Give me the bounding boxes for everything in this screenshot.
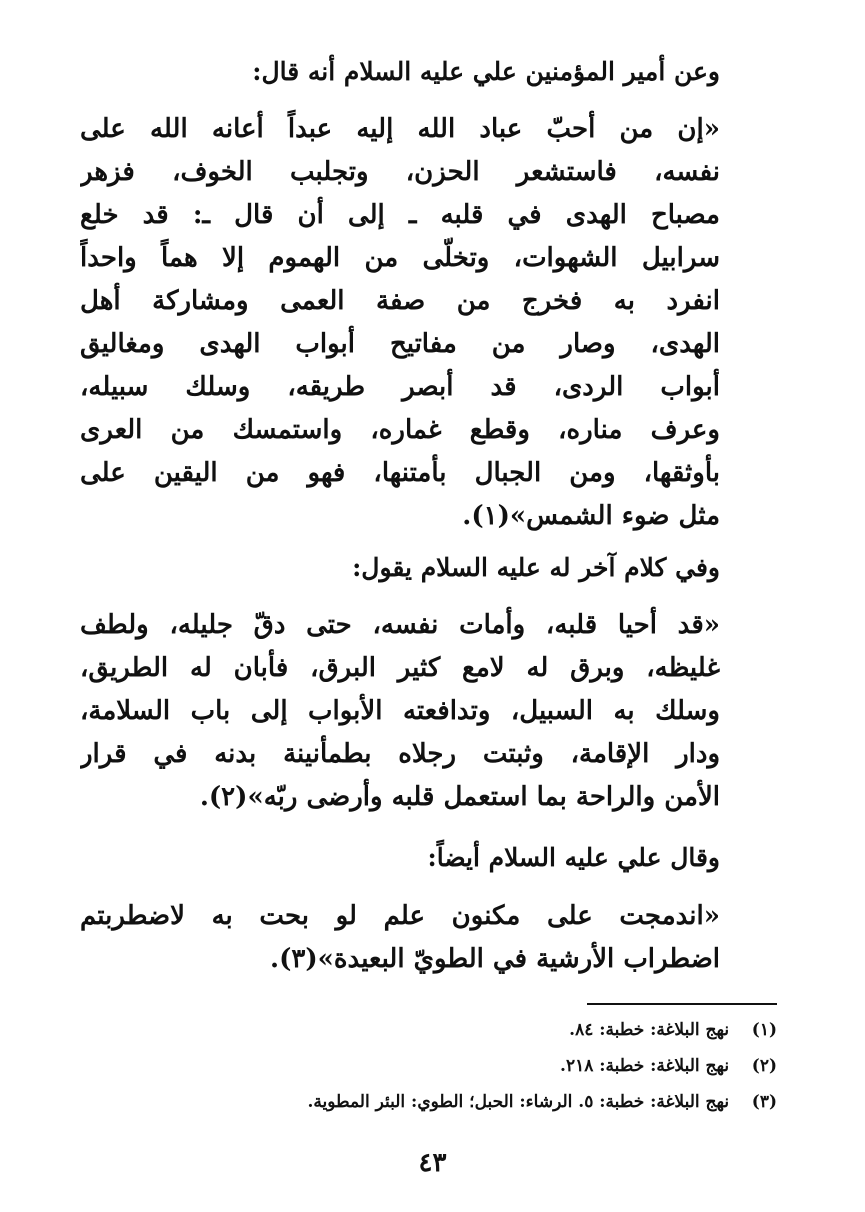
page-number: ٤٣ <box>418 1148 447 1178</box>
footnote-text: نهج البلاغة: خطبة: ٨٤. <box>569 1020 730 1040</box>
footnote-text: نهج البلاغة: خطبة: ٥. الرشاء: الحبل؛ الطوي: البئر المطوية. <box>307 1092 730 1112</box>
intro-line-3: وقال علي عليه السلام أيضاً: <box>427 843 720 872</box>
footnote-item <box>77 1012 777 1048</box>
footnote-number: (١) <box>751 1020 777 1040</box>
quote-line: «اندمجت على مكنون علم لو بحت به لاضطربتم <box>80 901 720 931</box>
quote-line: بأوثقها، ومن الجبال بأمتنها، فهو من اليقين على <box>80 458 720 488</box>
intro-line-1: وعن أمير المؤمنين علي عليه السلام أنه قال: <box>252 57 720 86</box>
footnote-item <box>77 1084 777 1120</box>
quote-line: «قد أحيا قلبه، وأمات نفسه، حتى دقّ جليله، ولطف <box>80 610 720 640</box>
quote-line: وعرف مناره، وقطع غماره، واستمسك من العرى <box>80 415 720 445</box>
intro-line-2: وفي كلام آخر له عليه السلام يقول: <box>352 553 720 582</box>
quote-block-3 <box>80 895 720 981</box>
quote-line: الهدى، وصار من مفاتيح أبواب الهدى ومغاليق <box>80 329 720 359</box>
quote-line: ودار الإقامة، وثبتت رجلاه بطمأنينة بدنه في قرار <box>80 739 720 769</box>
quote-line: انفرد به فخرج من صفة العمى ومشاركة أهل <box>80 286 720 316</box>
footnote-number: (٢) <box>751 1056 777 1076</box>
footnote-number: (٣) <box>751 1092 777 1112</box>
quote-line: اضطراب الأرشية في الطويّ البعيدة»(٣). <box>270 944 720 974</box>
footnote-separator <box>587 1003 777 1005</box>
footnote-item <box>77 1048 777 1084</box>
quote-line: وسلك به السبيل، وتدافعته الأبواب إلى باب السلامة، <box>80 696 720 726</box>
quote-line: نفسه، فاستشعر الحزن، وتجلبب الخوف، فزهر <box>80 157 720 187</box>
quote-line: غليظه، وبرق له لامع كثير البرق، فأبان له الطريق، <box>80 653 720 683</box>
quote-line: «إن من أحبّ عباد الله إليه عبداً أعانه الله على <box>80 114 720 144</box>
footnote-text: نهج البلاغة: خطبة: ٢١٨. <box>560 1056 730 1076</box>
quote-block-1 <box>80 108 720 538</box>
quote-line: الأمن والراحة بما استعمل قلبه وأرضى ربّه»(٢). <box>199 782 720 812</box>
quote-line: سرابيل الشهوات، وتخلّى من الهموم إلا هماً واحداً <box>80 243 720 273</box>
quote-line: مصباح الهدى في قلبه ـ إلى أن قال ـ: قد خلع <box>80 200 720 230</box>
quote-line: أبواب الردى، قد أبصر طريقه، وسلك سبيله، <box>80 372 720 402</box>
quote-block-2 <box>80 604 720 819</box>
quote-line: مثل ضوء الشمس»(١). <box>462 501 720 531</box>
footnotes <box>77 1012 777 1120</box>
